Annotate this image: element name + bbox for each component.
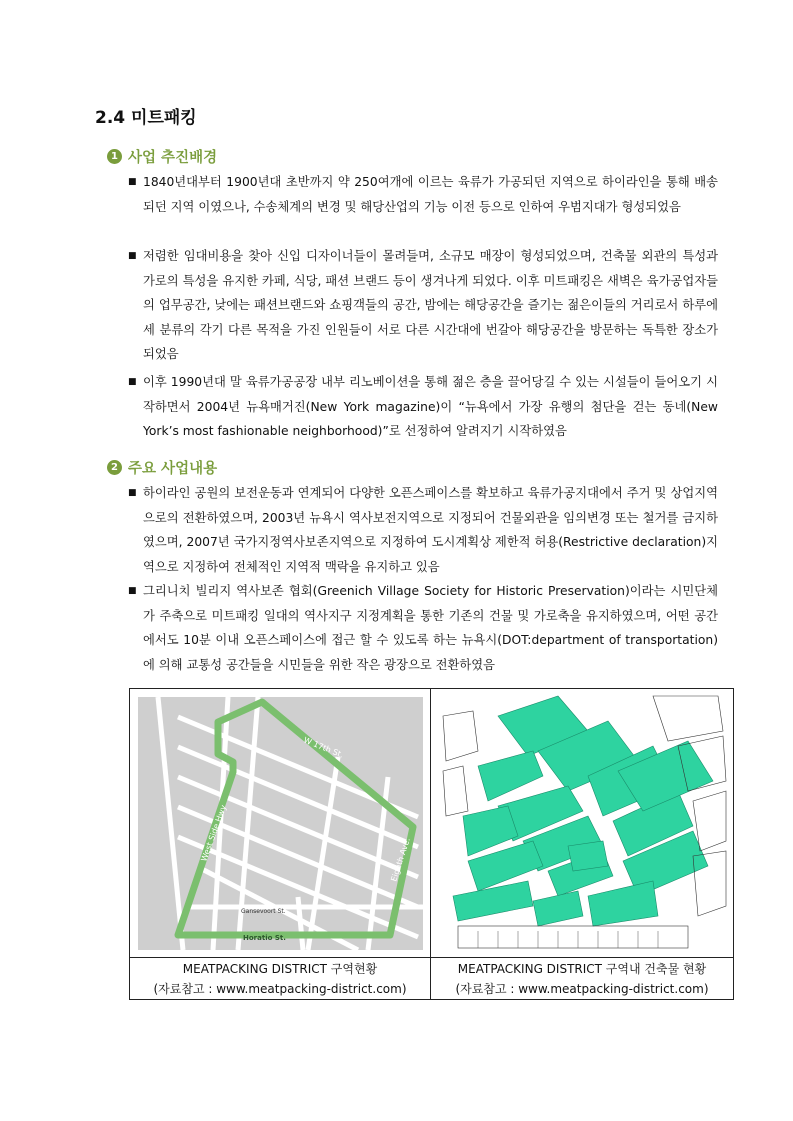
section-1-title <box>107 146 217 167</box>
list-item <box>128 481 718 579</box>
bullet-text: 그리니치 빌리지 역사보존 협회(Greenich Village Society for Historic Preservation)이라는 시민단체가 주축으로 미트패킹 일대의 역사지구 지정계획을 통한 기존의 건물 및 가로축을 유지하였으며, 어떤 공간에서도 10분 이내 오픈스페이스에 접근 할 수 있도록 하는 뉴욕시(DOT:department of transportation)에 의해 교통성 공간들을 시민들을 위한 작은 광장으로 전환하였음 <box>143 584 718 672</box>
map-label: Gansevoort St. <box>241 908 286 915</box>
buildings-map <box>438 691 728 953</box>
map-label: Eighth Ave. <box>389 836 412 883</box>
divider <box>130 957 733 958</box>
bullet-text: 저렴한 임대비용을 찾아 신입 디자이너들이 몰려들며, 소규모 매장이 형성되었으며, 건축물 외관의 특성과 가로의 특성을 유지한 카페, 식당, 패션 브랜드 등이 생겨나게 되었다. 이후 미트패킹은 새벽은 육가공업자들의 업무공간, 낮에는 패션브랜드와 쇼핑객들의 공간, 밤에는 해당공간을 즐기는 젊은이들의 거리로서 하루에 세 분류의 각기 다른 목적을 가진 인원들이 서로 다른 시간대에 번갈아 해당공간을 방문하는 독특한 장소가 되었음 <box>143 249 718 361</box>
bullet-icon: ■ <box>128 177 137 187</box>
caption-source: (자료참고 : www.meatpacking-district.com) <box>455 982 709 996</box>
map-label: W 17th St. <box>302 735 345 760</box>
figure-caption-right <box>431 959 733 999</box>
bullet-icon: ■ <box>128 586 137 596</box>
list-item <box>128 370 718 444</box>
divider <box>430 689 431 999</box>
section-2-title <box>107 457 217 478</box>
bullet-text: 1840년대부터 1900년대 초반까지 약 250여개에 이르는 육류가 가공되던 지역으로 하이라인을 통해 배송되던 지역 이였으나, 수송체계의 변경 및 해당산업의 기능 이전 등으로 인하여 우범지대가 형성되었음 <box>143 175 718 214</box>
section-title: 주요 사업내용 <box>128 461 218 477</box>
list-item <box>128 170 718 219</box>
map-label: Horatio St. <box>243 934 286 942</box>
caption-title: MEATPACKING DISTRICT 구역현황 <box>182 962 378 976</box>
section-number-icon: 2 <box>107 460 122 475</box>
caption-source: (자료참고 : www.meatpacking-district.com) <box>153 982 407 996</box>
caption-title: MEATPACKING DISTRICT 구역내 건축물 현황 <box>457 962 707 976</box>
map-label: West Side Hwy <box>199 803 229 863</box>
list-item <box>128 579 718 677</box>
figure-caption-left <box>130 959 430 999</box>
section-number-icon: 1 <box>107 149 122 164</box>
bullet-icon: ■ <box>128 488 137 498</box>
bullet-icon: ■ <box>128 377 137 387</box>
section-title: 사업 추진배경 <box>128 150 218 166</box>
section-heading: 2.4 미트패킹 <box>95 108 197 128</box>
list-item <box>128 244 718 367</box>
district-map <box>138 697 423 950</box>
figure-table <box>129 688 734 1000</box>
bullet-text: 이후 1990년대 말 육류가공공장 내부 리노베이션을 통해 젊은 층을 끌어당길 수 있는 시설들이 들어오기 시작하면서 2004년 뉴욕매거진(New York magazine)이 “뉴욕에서 가장 유행의 첨단을 걷는 동네(New York’s most fashionable neighborhood)”로 선정하여 알려지기 시작하였음 <box>143 375 718 438</box>
bullet-text: 하이라인 공원의 보전운동과 연계되어 다양한 오픈스페이스를 확보하고 육류가공지대에서 주거 및 상업지역으로의 전환하였으며, 2003년 뉴욕시 역사보전지역으로 지정되어 건물외관을 임의변경 또는 철거를 금지하였으며, 2007년 국가지정역사보존지역으로 지정하여 도시계획상 제한적 허용(Restrictive declaration)지역으로 지정하여 전체적인 지역적 맥락을 유지하고 있음 <box>143 486 718 574</box>
bullet-icon: ■ <box>128 251 137 261</box>
